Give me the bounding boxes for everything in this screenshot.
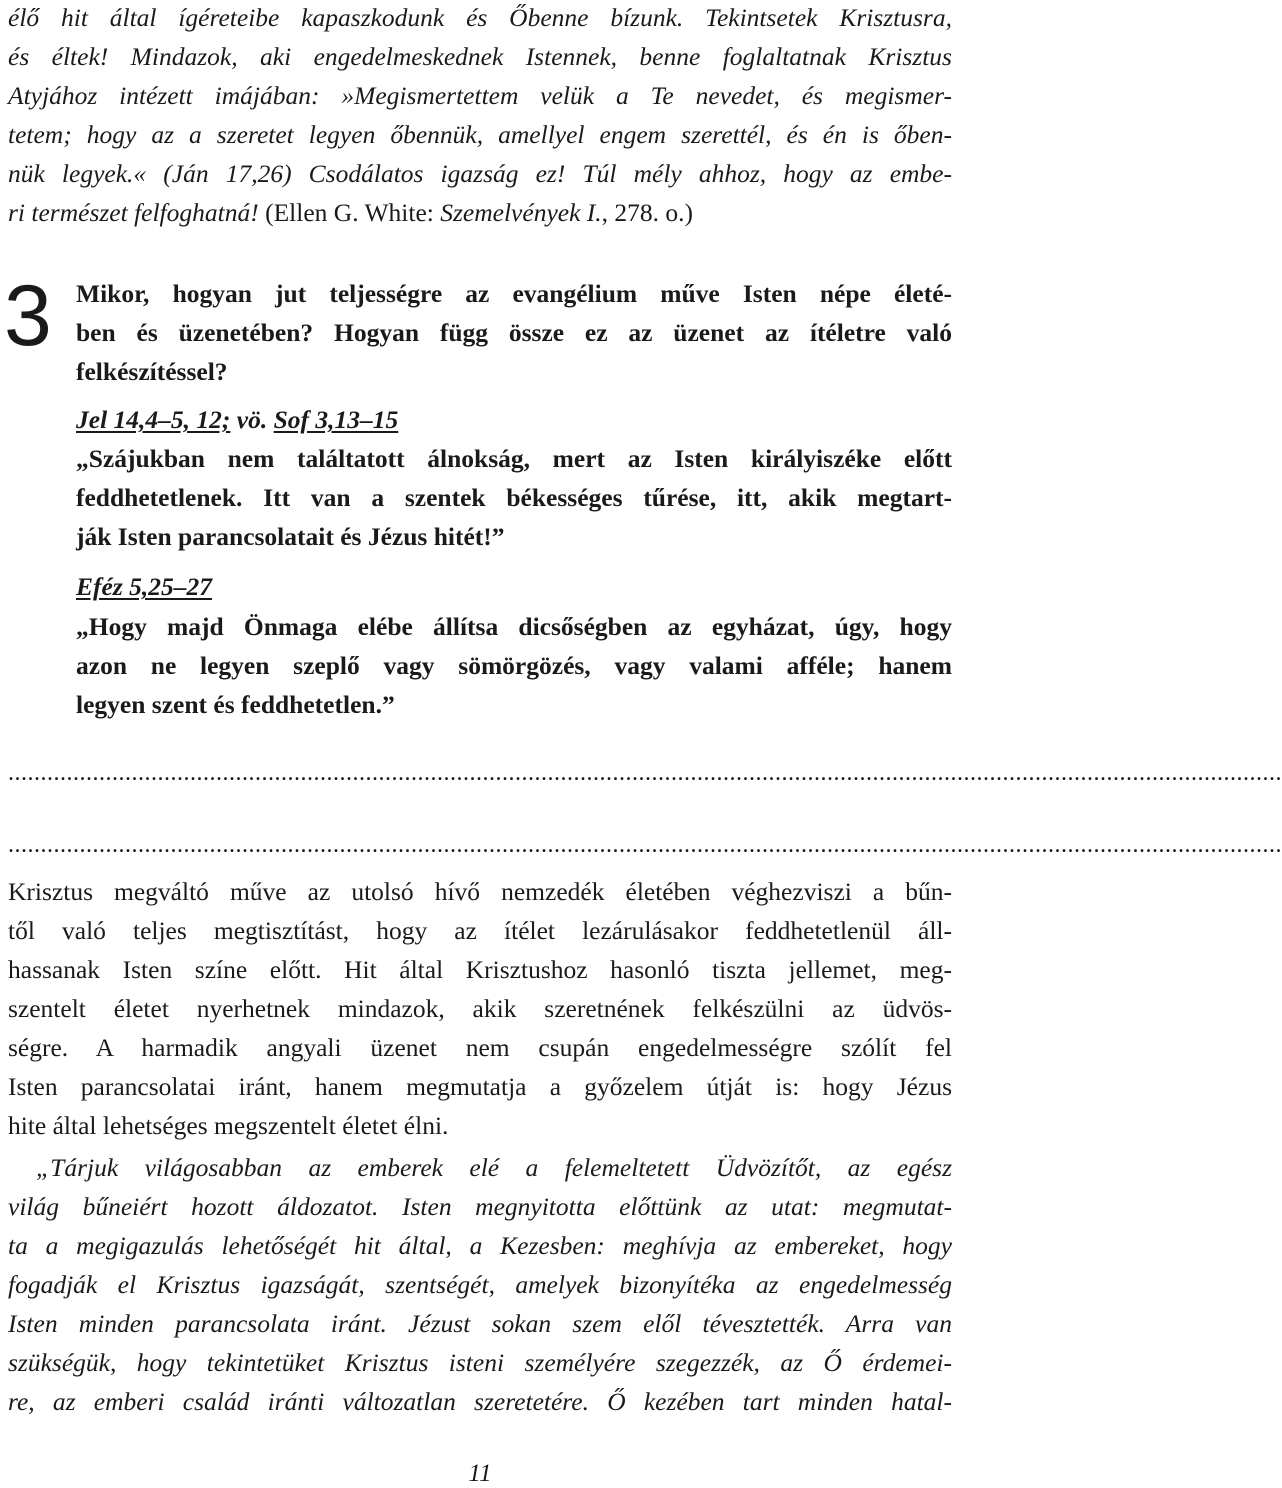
body-line-6: Isten parancsolatai iránt, hanem megmutatja a győzelem útját is: hogy Jézus bbox=[8, 1072, 952, 1101]
ref1-second: Sof 3,13–15 bbox=[273, 405, 399, 434]
intro-last-text: ri természet felfoghatná! bbox=[8, 198, 259, 227]
bible-reference-2 bbox=[76, 569, 952, 605]
question-line-2: ben és üzenetében? Hogyan függ össze ez az üzenet az ítéletre való bbox=[76, 318, 952, 347]
intro-line-2: és éltek! Mindazok, aki engedelmeskednek Istennek, benne foglaltatnak Krisztus bbox=[8, 42, 952, 71]
question-line-1: Mikor, hogyan jut teljességre az evangélium műve Isten népe életé- bbox=[76, 279, 952, 308]
quote-line-4: fogadják el Krisztus igazságát, szentségét, amelyek bizonyítéka az engedelmesség bbox=[8, 1270, 952, 1299]
quote-line-5: Isten minden parancsolata iránt. Jézust sokan szem elől tévesztették. Arra van bbox=[8, 1309, 952, 1338]
answer-line-1[interactable]: .................................................................................................................................................................................................... bbox=[8, 760, 1282, 786]
body-line-7: hite által lehetséges megszentelt életet élni. bbox=[8, 1111, 449, 1140]
quote-line-2: világ bűneiért hozott áldozatot. Isten megnyitotta előttünk az utat: megmutat- bbox=[8, 1192, 952, 1221]
intro-line-6 bbox=[8, 195, 952, 231]
intro-citation-page: , 278. o.) bbox=[601, 198, 694, 227]
page-number: 11 bbox=[468, 1460, 492, 1487]
body-line-4: szentelt életet nyerhetnek mindazok, akik szeretnének felkészülni az üdvös- bbox=[8, 994, 952, 1023]
intro-line-3: Atyjához intézett imájában: »Megismertettem velük a Te nevedet, és megismer- bbox=[8, 81, 952, 110]
quote1-line-2: feddhetetlenek. Itt van a szentek békességes tűrése, itt, akik megtart- bbox=[76, 483, 952, 512]
quote1-line-3: ják Isten parancsolatait és Jézus hitét!” bbox=[76, 522, 505, 551]
body-line-2: től való teljes megtisztítást, hogy az ítélet lezárulásakor feddhetetlenül áll- bbox=[8, 916, 952, 945]
intro-line-4: tetem; hogy az a szeretet legyen őbennük, amellyel engem szerettél, és én is őben- bbox=[8, 120, 952, 149]
quote-line-1: „Tárjuk világosabban az emberek elé a felemeltetett Üdvözítőt, az egész bbox=[36, 1153, 952, 1182]
question-number: 3 bbox=[4, 268, 52, 364]
ref1-first: Jel 14,4–5, 12; bbox=[76, 405, 231, 434]
body-line-1: Krisztus megváltó műve az utolsó hívő nemzedék életében véghezviszi a bűn- bbox=[8, 877, 952, 906]
quote2-line-2: azon ne legyen szeplő vagy sömörgözés, vagy valami afféle; hanem bbox=[76, 651, 952, 680]
ref1-middle: vö. bbox=[230, 405, 274, 434]
question-line-3: felkészítéssel? bbox=[76, 357, 228, 386]
quote1-line-1: „Szájukban nem találtatott álnokság, mert az Isten királyiszéke előtt bbox=[76, 444, 952, 473]
quote-line-7: re, az emberi család iránti változatlan szeretetére. Ő kezében tart minden hatal- bbox=[8, 1387, 952, 1416]
body-line-5: ségre. A harmadik angyali üzenet nem csupán engedelmességre szólít fel bbox=[8, 1033, 952, 1062]
intro-line-5: nük legyek.« (Ján 17,26) Csodálatos igazság ez! Túl mély ahhoz, hogy az embe- bbox=[8, 159, 952, 188]
intro-line-1: élő hit által ígéreteibe kapaszkodunk és Őbenne bízunk. Tekintsetek Krisztusra, bbox=[8, 3, 952, 32]
quote2-line-3: legyen szent és feddhetetlen.” bbox=[76, 690, 395, 719]
ref2-text: Eféz 5,25–27 bbox=[76, 572, 212, 601]
answer-line-2[interactable]: .................................................................................................................................................................................................... bbox=[8, 832, 1282, 858]
intro-citation: (Ellen G. White: bbox=[265, 198, 441, 227]
body-line-3: hassanak Isten színe előtt. Hit által Krisztushoz hasonló tiszta jellemet, meg- bbox=[8, 955, 952, 984]
quote-line-6: szükségük, hogy tekintetüket Krisztus isteni személyére szegezzék, az Ő érdemei- bbox=[8, 1348, 952, 1377]
quote-line-3: ta a megigazulás lehetőségét hit által, a Kezesben: meghívja az embereket, hogy bbox=[8, 1231, 952, 1260]
intro-citation-book: Szemelvények I. bbox=[440, 198, 602, 227]
quote2-line-1: „Hogy majd Önmaga elébe állítsa dicsőségben az egyházat, úgy, hogy bbox=[76, 612, 952, 641]
bible-reference-1 bbox=[76, 402, 952, 438]
